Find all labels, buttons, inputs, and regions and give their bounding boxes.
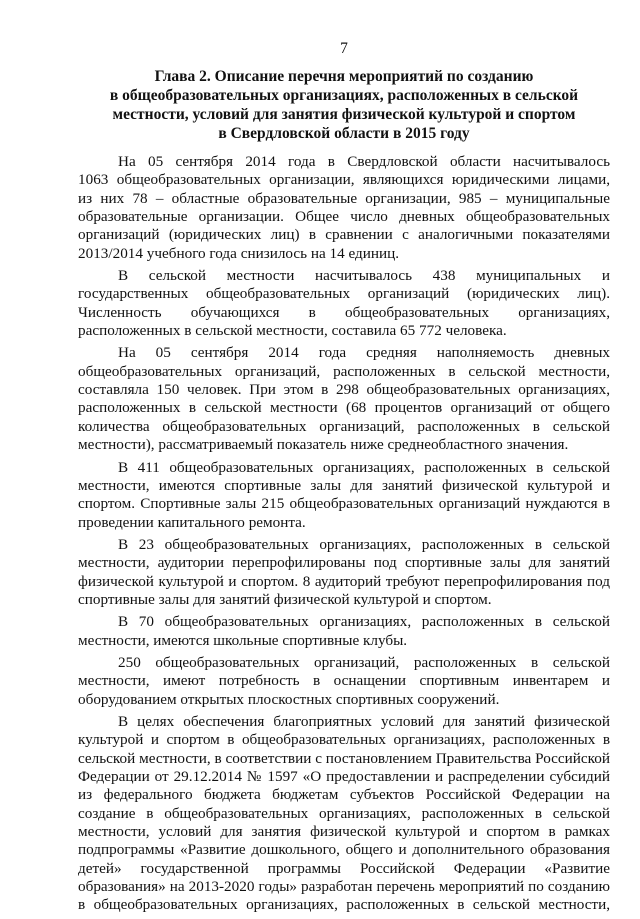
chapter-title bbox=[78, 67, 610, 143]
paragraph-line: составляла 150 человек. При этом в 298 общеобразовательных организациях, bbox=[78, 381, 610, 399]
paragraph-line: В сельской местности насчитывалось 438 муниципальных и bbox=[118, 267, 610, 285]
paragraph bbox=[78, 713, 610, 915]
paragraph-line: физической культурой и спортом. 8 аудиторий требуют перепрофилирования под bbox=[78, 572, 610, 590]
paragraph-line: местности, аудитории перепрофилированы под спортивные залы для занятий bbox=[78, 554, 610, 572]
paragraph bbox=[78, 267, 610, 340]
paragraph-line: оборудованием открытых плоскостных спортивных сооружений. bbox=[78, 690, 500, 708]
paragraph-line: 2013/2014 учебного года снизилось на 14 единиц. bbox=[78, 244, 400, 262]
paragraph bbox=[78, 536, 610, 609]
paragraph-line: спортивные залы для занятий физической культурой и спортом. bbox=[78, 590, 492, 608]
paragraph-line: местности, имеются школьные спортивные клубы. bbox=[78, 631, 408, 649]
paragraph bbox=[78, 153, 610, 263]
chapter-title-line: местности, условий для занятия физической культурой и спортом bbox=[112, 106, 576, 123]
paragraph-line: сельской местности, в соответствии с постановлением Правительства Российской bbox=[78, 749, 610, 767]
paragraph-line: спортом. Спортивные залы 215 общеобразовательных организаций нуждаются в bbox=[78, 495, 610, 513]
paragraph-line: детей» государственной программы Российской Федерации «Развитие bbox=[78, 859, 610, 877]
chapter-title-line: Глава 2. Описание перечня мероприятий по созданию bbox=[154, 68, 534, 85]
paragraph-line: общеобразовательных организаций, расположенных в сельской местности, bbox=[78, 362, 610, 380]
paragraph bbox=[78, 459, 610, 532]
paragraph-line: местности, имеются спортивные залы для занятий физической культурой и bbox=[78, 476, 610, 494]
paragraph-line: расположенных в сельской местности (68 процентов организаций от общего bbox=[78, 399, 610, 417]
paragraph-line: местности), рассматриваемый показатель ниже среднеобластного значения. bbox=[78, 436, 569, 454]
paragraph-line: На 05 сентября 2014 года в Свердловской области насчитывалось bbox=[118, 153, 610, 170]
chapter-title-line: в Свердловской области в 2015 году bbox=[218, 125, 470, 142]
paragraph-line: создание в общеобразовательных организациях, расположенных в сельской bbox=[78, 804, 610, 822]
paragraph-line: количества общеобразовательных организаций, расположенных в сельской bbox=[78, 417, 610, 435]
paragraph-line: культурой и спортом в общеобразовательных организациях, расположенных в bbox=[78, 731, 610, 749]
document-page bbox=[78, 0, 610, 914]
paragraph-line: государственных общеобразовательных организаций (юридических лиц). bbox=[78, 285, 610, 303]
paragraph bbox=[78, 344, 610, 454]
paragraph-line: в общеобразовательных организациях, расположенных в сельской местности, bbox=[78, 896, 610, 914]
paragraph bbox=[78, 654, 610, 709]
paragraph-line: В 411 общеобразовательных организациях, расположенных в сельской bbox=[118, 458, 610, 476]
paragraph-line: 250 общеобразовательных организаций, расположенных в сельской bbox=[118, 653, 610, 671]
body-text bbox=[78, 153, 610, 919]
paragraph-line: расположенных в сельской местности, составила 65 772 человека. bbox=[78, 322, 507, 340]
paragraph-line: подпрограммы «Развитие дошкольного, общего и дополнительного образования bbox=[78, 841, 610, 859]
paragraph-line: На 05 сентября 2014 года средняя наполняемость дневных bbox=[118, 344, 610, 362]
paragraph bbox=[78, 613, 610, 650]
paragraph-line: организаций (юридических лиц) в сравнении с аналогичными показателями bbox=[78, 226, 610, 244]
paragraph-line: Численность обучающихся в общеобразовательных организациях, bbox=[78, 303, 610, 321]
page-number: 7 bbox=[340, 40, 348, 57]
paragraph-line: проведении капитального ремонта. bbox=[78, 513, 306, 531]
paragraph-line: местности, условий для занятия физической культурой и спортом в рамках bbox=[78, 823, 610, 841]
paragraph-line: В 70 общеобразовательных организациях, расположенных в сельской bbox=[118, 613, 610, 631]
paragraph-line: образовательные организации. Общее число дневных общеобразовательных bbox=[78, 208, 610, 226]
paragraph-line: В 23 общеобразовательных организациях, расположенных в сельской bbox=[118, 535, 610, 553]
paragraph-line: Федерации от 29.12.2014 № 1597 «О предоставлении и распределении субсидий bbox=[78, 768, 610, 785]
paragraph-line: 1063 общеобразовательных организации, являющихся юридическими лицами, bbox=[78, 171, 610, 189]
paragraph-line: из федерального бюджета бюджетам субъектов Российской Федерации на bbox=[78, 786, 610, 804]
paragraph-line: из них 78 – областные образовательные организации, 985 – муниципальные bbox=[78, 189, 610, 207]
paragraph-line: образования» на 2013-2020 годы» разработан перечень мероприятий по созданию bbox=[78, 878, 610, 896]
paragraph-line: В целях обеспечения благоприятных условий для занятий физической bbox=[118, 712, 610, 730]
paragraph-line: местности, имеют потребность в оснащении спортивным инвентарем и bbox=[78, 672, 610, 690]
chapter-title-line: в общеобразовательных организациях, расположенных в сельской bbox=[109, 87, 579, 104]
